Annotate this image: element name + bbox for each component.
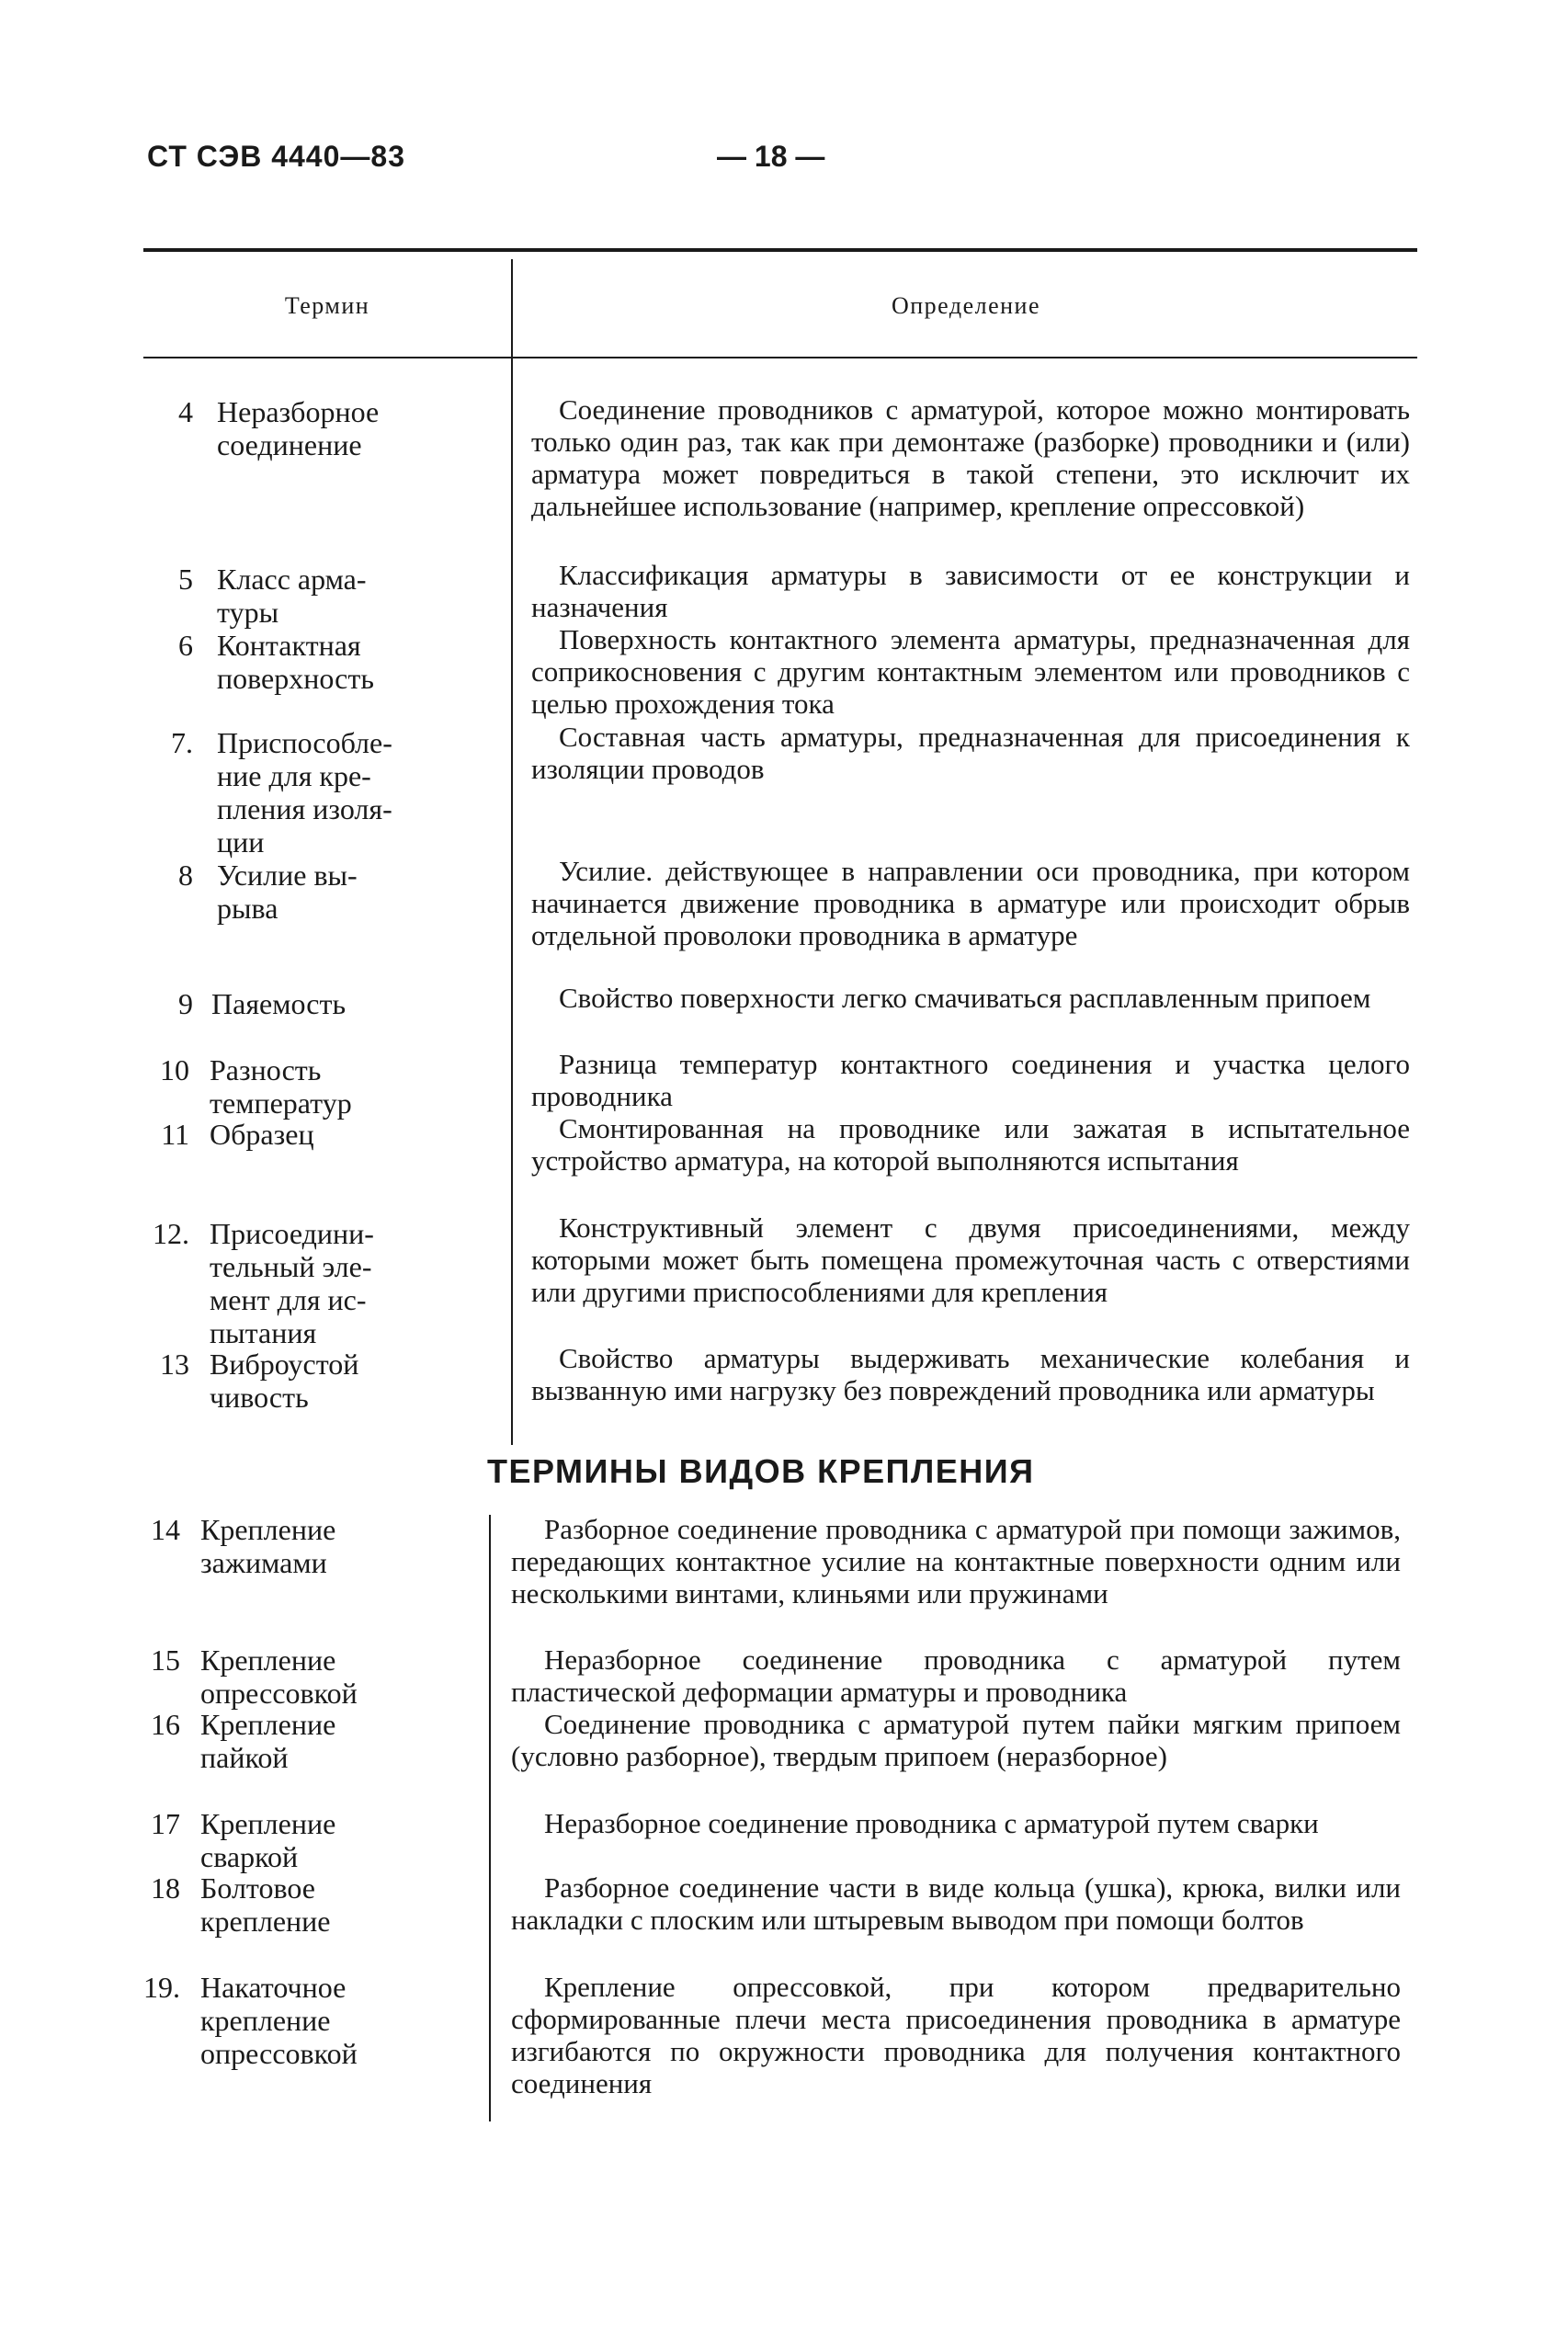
table-header-rule [143, 357, 1417, 358]
term-number: 6 [178, 629, 193, 662]
term-definition: Свойство арматуры выдерживать механические колебания и вызванную ими нагрузку без повреждений проводника или арматуры [531, 1342, 1410, 1406]
term-definition: Поверхность контактного элемента арматуры, предназначенная для соприкосновения с другим контактным элементом или проводников с целью прохождения тока [531, 623, 1410, 720]
header-rule [143, 248, 1417, 252]
term-number: 19. [143, 1971, 180, 2004]
column-divider-lower [489, 1515, 491, 2121]
term-definition: Разборное соединение части в виде кольца (ушка), крюка, вилки или накладки с плоским или штыревым выводом при помощи болтов [511, 1871, 1401, 1936]
term-definition: Свойство поверхности легко смачиваться расплавленным припоем [559, 982, 1371, 1014]
term-number: 13 [160, 1348, 189, 1381]
standard-code: СТ СЭВ 4440—83 [147, 140, 405, 173]
column-header-definition: Определение [891, 292, 1041, 319]
term-name: Разность температур [210, 1053, 352, 1120]
term-definition: Классификация арматуры в зависимости от ее конструкции и назначения [531, 559, 1410, 623]
term-number: 14 [151, 1513, 180, 1546]
term-name: Образец [210, 1118, 314, 1151]
column-divider-upper [511, 259, 513, 1445]
term-definition: Неразборное соединение проводника с арматурой путем пластической деформации арматуры и проводника [511, 1644, 1401, 1708]
term-name: Крепление опрессовкой [200, 1644, 358, 1710]
term-name: Приспособле- ние для кре- пления изоля- ции [217, 726, 392, 859]
term-name: Присоедини- тельный эле- мент для ис- пытания [210, 1217, 374, 1349]
term-name: Крепление сваркой [200, 1807, 336, 1873]
term-definition: Неразборное соединение проводника с арматурой путем сварки [544, 1807, 1319, 1839]
term-name: Крепление зажимами [200, 1513, 336, 1579]
term-number: 8 [178, 859, 193, 892]
term-definition: Крепление опрессовкой, при котором предварительно сформированные плечи места присоединения проводника в арматуре изгибаются по окружности проводника для получения контактного соединения [511, 1971, 1401, 2099]
term-number: 9 [178, 987, 193, 1020]
page-number: — 18 — [717, 140, 825, 173]
term-number: 4 [178, 395, 193, 428]
term-name: Крепление пайкой [200, 1708, 336, 1774]
term-number: 5 [178, 563, 193, 596]
term-number: 15 [151, 1644, 180, 1677]
term-number: 17 [151, 1807, 180, 1840]
term-name: Класс арма- туры [217, 563, 367, 629]
term-number: 7. [171, 726, 193, 759]
term-name: Контактная поверхность [217, 629, 374, 695]
term-number: 16 [151, 1708, 180, 1741]
term-definition: Усилие. действующее в направлении оси проводника, при котором начинается движение проводника в арматуре или происходит обрыв отдельной проволоки проводника в арматуре [531, 855, 1410, 951]
term-number: 12. [153, 1217, 189, 1250]
term-definition: Разница температур контактного соединения и участка целого проводника [531, 1048, 1410, 1112]
term-definition: Составная часть арматуры, предназначенная для присоединения к изоляции проводов [531, 721, 1410, 785]
term-name: Паяемость [211, 987, 347, 1020]
term-number: 18 [151, 1871, 180, 1905]
term-definition: Смонтированная на проводнике или зажатая в испытательное устройство арматура, на которой выполняются испытания [531, 1112, 1410, 1177]
column-header-term: Термин [284, 292, 370, 319]
term-number: 10 [160, 1053, 189, 1086]
term-definition: Разборное соединение проводника с арматурой при помощи зажимов, передающих контактное усилие на контактные поверхности одним или несколькими винтами, клиньями или пружинами [511, 1513, 1401, 1609]
term-number: 11 [161, 1118, 189, 1151]
term-definition: Конструктивный элемент с двумя присоединениями, между которыми может быть помещена промежуточная часть с отверстиями или другими приспособлениями для крепления [531, 1211, 1410, 1308]
term-name: Виброустой чивость [210, 1348, 359, 1414]
term-name: Неразборное соединение [217, 395, 380, 461]
term-name: Болтовое крепление [200, 1871, 331, 1938]
term-name: Усилие вы- рыва [217, 859, 358, 925]
section-title: ТЕРМИНЫ ВИДОВ КРЕПЛЕНИЯ [487, 1452, 1035, 1490]
term-definition: Соединение проводников с арматурой, которое можно монтировать только один раз, так как при демонтаже (разборке) проводники и (или) арматура может повредиться в такой степени, это исключит их дальнейшее использование (например, крепление опрессовкой) [531, 393, 1410, 522]
term-name: Накаточное крепление опрессовкой [200, 1971, 358, 2070]
term-definition: Соединение проводника с арматурой путем пайки мягким припоем (условно разборное), твердым припоем (неразборное) [511, 1708, 1401, 1772]
